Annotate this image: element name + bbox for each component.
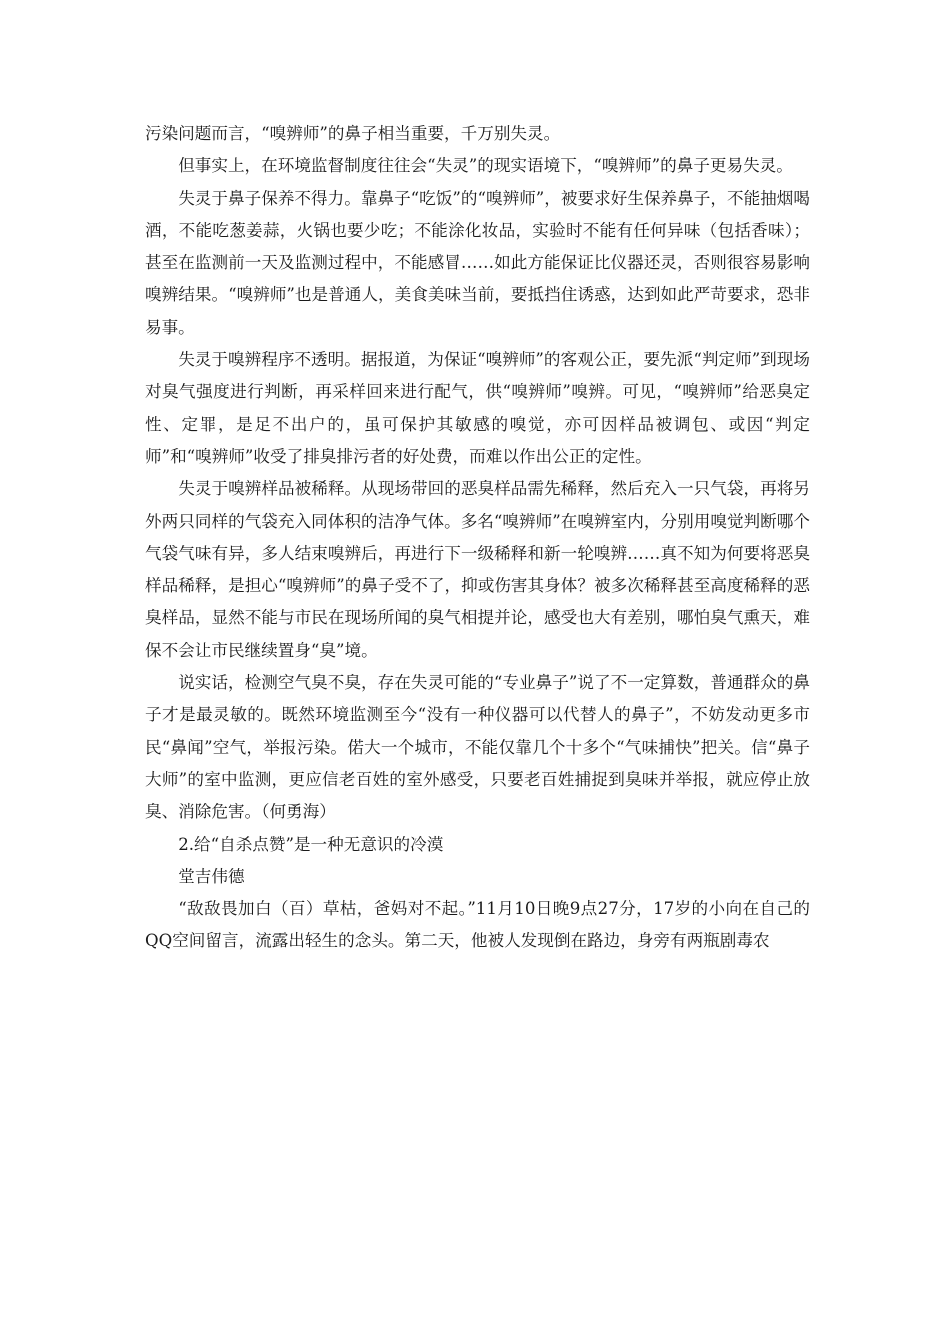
- paragraph-opening: “敌敌畏加白（百）草枯，爸妈对不起。”11月10日晚9点27分，17岁的小向在自己的QQ空间留言，流露出轻生的念头。第二天，他被人发现倒在路边，身旁有两瓶剧毒农: [145, 899, 810, 951]
- article-heading: 2.给“自杀点赞”是一种无意识的冷漠: [178, 834, 444, 854]
- paragraph-procedure: 失灵于嗅辨程序不透明。据报道，为保证“嗅辨师”的客观公正，要先派“判定师”到现场对臭气强度进行判断，再采样回来进行配气，供“嗅辨师”嗅辨。可见，“嗅辨师”给恶臭定性、定罪，是足不出户的，虽可保护其敏感的嗅觉，亦可因样品被调包、或因“判定师”和“嗅辨师”收受了排臭排污者的好处费，而难以作出公正的定性。: [145, 350, 810, 466]
- article-author: 堂吉伟德: [178, 866, 245, 886]
- paragraph-dilution: 失灵于嗅辨样品被稀释。从现场带回的恶臭样品需先稀释，然后充入一只气袋，再将另外两只同样的气袋充入同体积的洁净气体。多名“嗅辨师”在嗅辨室内，分别用嗅觉判断哪个气袋气味有异，多人结束嗅辨后，再进行下一级稀释和新一轮嗅辨……真不知为何要将恶臭样品稀释，是担心“嗅辨师”的鼻子受不了，抑或伤害其身体？被多次稀释甚至高度稀释的恶臭样品，显然不能与市民在现场所闻的臭气相提并论，感受也大有差别，哪怕臭气熏天，难保不会让市民继续置身“臭”境。: [145, 479, 810, 660]
- article-body: [145, 118, 810, 958]
- paragraph-nose-care: 失灵于鼻子保养不得力。靠鼻子“吃饭”的“嗅辨师”，被要求好生保养鼻子，不能抽烟喝酒，不能吃葱姜蒜，火锅也要少吃；不能涂化妆品，实验时不能有任何异味（包括香味）；甚至在监测前一天及监测过程中，不能感冒……如此方能保证比仪器还灵，否则很容易影响嗅辨结果。“嗅辨师”也是普通人，美食美味当前，要抵挡住诱惑，达到如此严苛要求，恐非易事。: [145, 188, 810, 337]
- paragraph-continuation: 污染问题而言，“嗅辨师”的鼻子相当重要，千万别失灵。: [145, 124, 561, 143]
- paragraph-intro: 但事实上，在环境监督制度往往会“失灵”的现实语境下，“嗅辨师”的鼻子更易失灵。: [178, 156, 793, 176]
- paragraph-conclusion: 说实话，检测空气臭不臭，存在失灵可能的“专业鼻子”说了不一定算数，普通群众的鼻子才是最灵敏的。既然环境监测至今“没有一种仪器可以代替人的鼻子”，不妨发动更多市民“鼻闻”空气，举报污染。偌大一个城市，不能仅靠几个十多个“气味捕快”把关。信“鼻子大师”的室中监测，更应信老百姓的室外感受，只要老百姓捕捉到臭味并举报，就应停止放臭、消除危害。（何勇海）: [145, 673, 810, 822]
